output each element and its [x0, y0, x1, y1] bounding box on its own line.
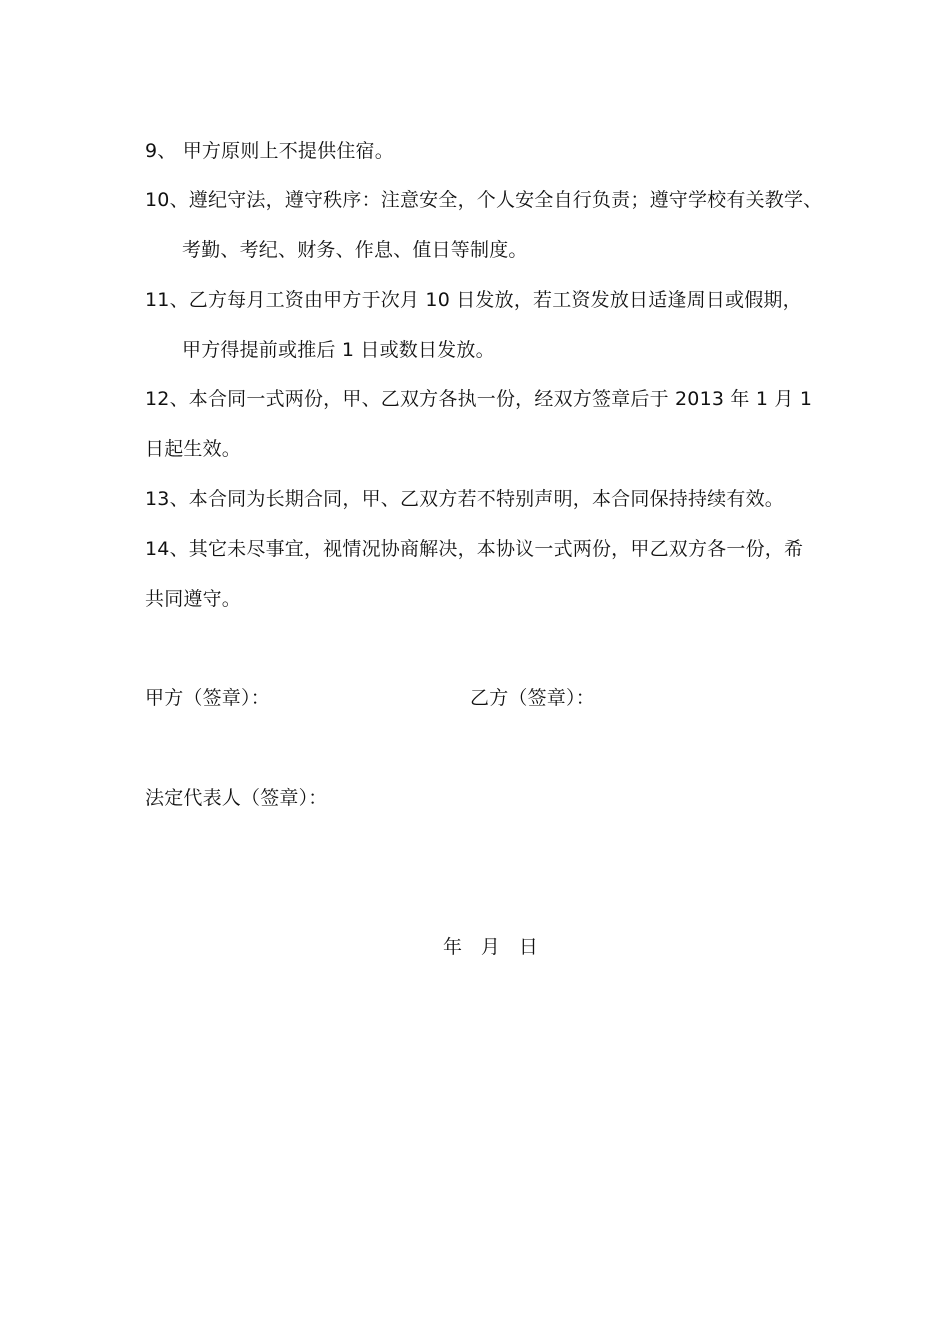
- party-b-signature-label: 乙方（签章）：: [470, 687, 595, 709]
- clause-10-line-2: 考勤、考纪、财务、作息、值日等制度。: [182, 239, 528, 261]
- clause-10-line-1: 10、遵纪守法，遵守秩序：注意安全，个人安全自行负责；遵守学校有关教学、: [145, 189, 823, 211]
- date-line: 年 月 日: [443, 936, 539, 958]
- clause-13: 13、本合同为长期合同，甲、乙双方若不特别声明，本合同保持持续有效。: [145, 488, 784, 510]
- clause-14-line-1: 14、其它未尽事宜，视情况协商解决，本协议一式两份，甲乙双方各一份，希: [145, 538, 804, 560]
- clause-9: 9、 甲方原则上不提供住宿。: [145, 140, 394, 162]
- legal-representative-signature-label: 法定代表人（签章）：: [145, 787, 328, 809]
- clause-11-line-1: 11、乙方每月工资由甲方于次月 10 日发放，若工资发放日适逢周日或假期，: [145, 289, 802, 311]
- clause-14-line-2: 共同遵守。: [145, 588, 242, 610]
- clause-12-line-2: 日起生效。: [145, 438, 242, 460]
- party-a-signature-label: 甲方（签章）：: [145, 687, 270, 709]
- clause-12-line-1: 12、本合同一式两份，甲、乙双方各执一份，经双方签章后于 2013 年 1 月 1: [145, 388, 813, 410]
- clause-11-line-2: 甲方得提前或推后 1 日或数日发放。: [182, 339, 495, 361]
